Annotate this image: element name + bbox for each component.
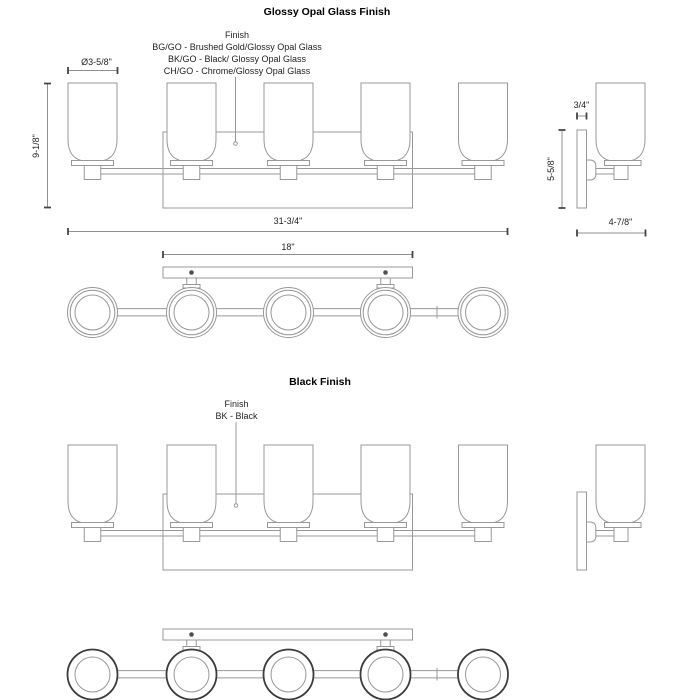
glossy-front-elevation	[68, 77, 508, 208]
finish-note-heading: Finish	[224, 30, 249, 40]
dim-backplate-thickness: 3/4"	[573, 99, 590, 110]
black-section-title: Black Finish	[289, 375, 351, 388]
dim-backplate-height: 5-5/8"	[545, 157, 556, 181]
glossy-finish-note	[152, 29, 322, 77]
dim-backplate-width: 18"	[281, 241, 295, 252]
black-plan-view	[68, 629, 509, 700]
glossy-section-title: Glossy Opal Glass Finish	[263, 6, 391, 18]
finish-option: BK - Black	[215, 411, 258, 421]
black-side-view	[577, 445, 645, 570]
dim-extension-depth: 4-7/8"	[608, 216, 633, 227]
finish-option: BG/GO - Brushed Gold/Glossy Opal Glass	[152, 42, 322, 52]
dim-shade-diameter: Ø3-5/8"	[81, 56, 112, 67]
finish-option: BK/GO - Black/ Glossy Opal Glass	[167, 54, 307, 64]
finish-leader-dot	[234, 504, 238, 508]
finish-note-heading: Finish	[224, 399, 249, 409]
plan-shade-rings-black	[68, 650, 509, 700]
black-finish-note	[215, 398, 257, 422]
finish-option: CH/GO - Chrome/Glossy Opal Glass	[163, 66, 311, 76]
dim-fixture-height: 9-1/8"	[31, 133, 41, 158]
dim-fixture-width: 31-3/4"	[273, 215, 303, 226]
finish-leader-dot	[234, 142, 238, 146]
glossy-plan-view	[68, 267, 509, 338]
black-front-elevation	[68, 422, 508, 570]
plan-shade-rings	[68, 288, 509, 338]
